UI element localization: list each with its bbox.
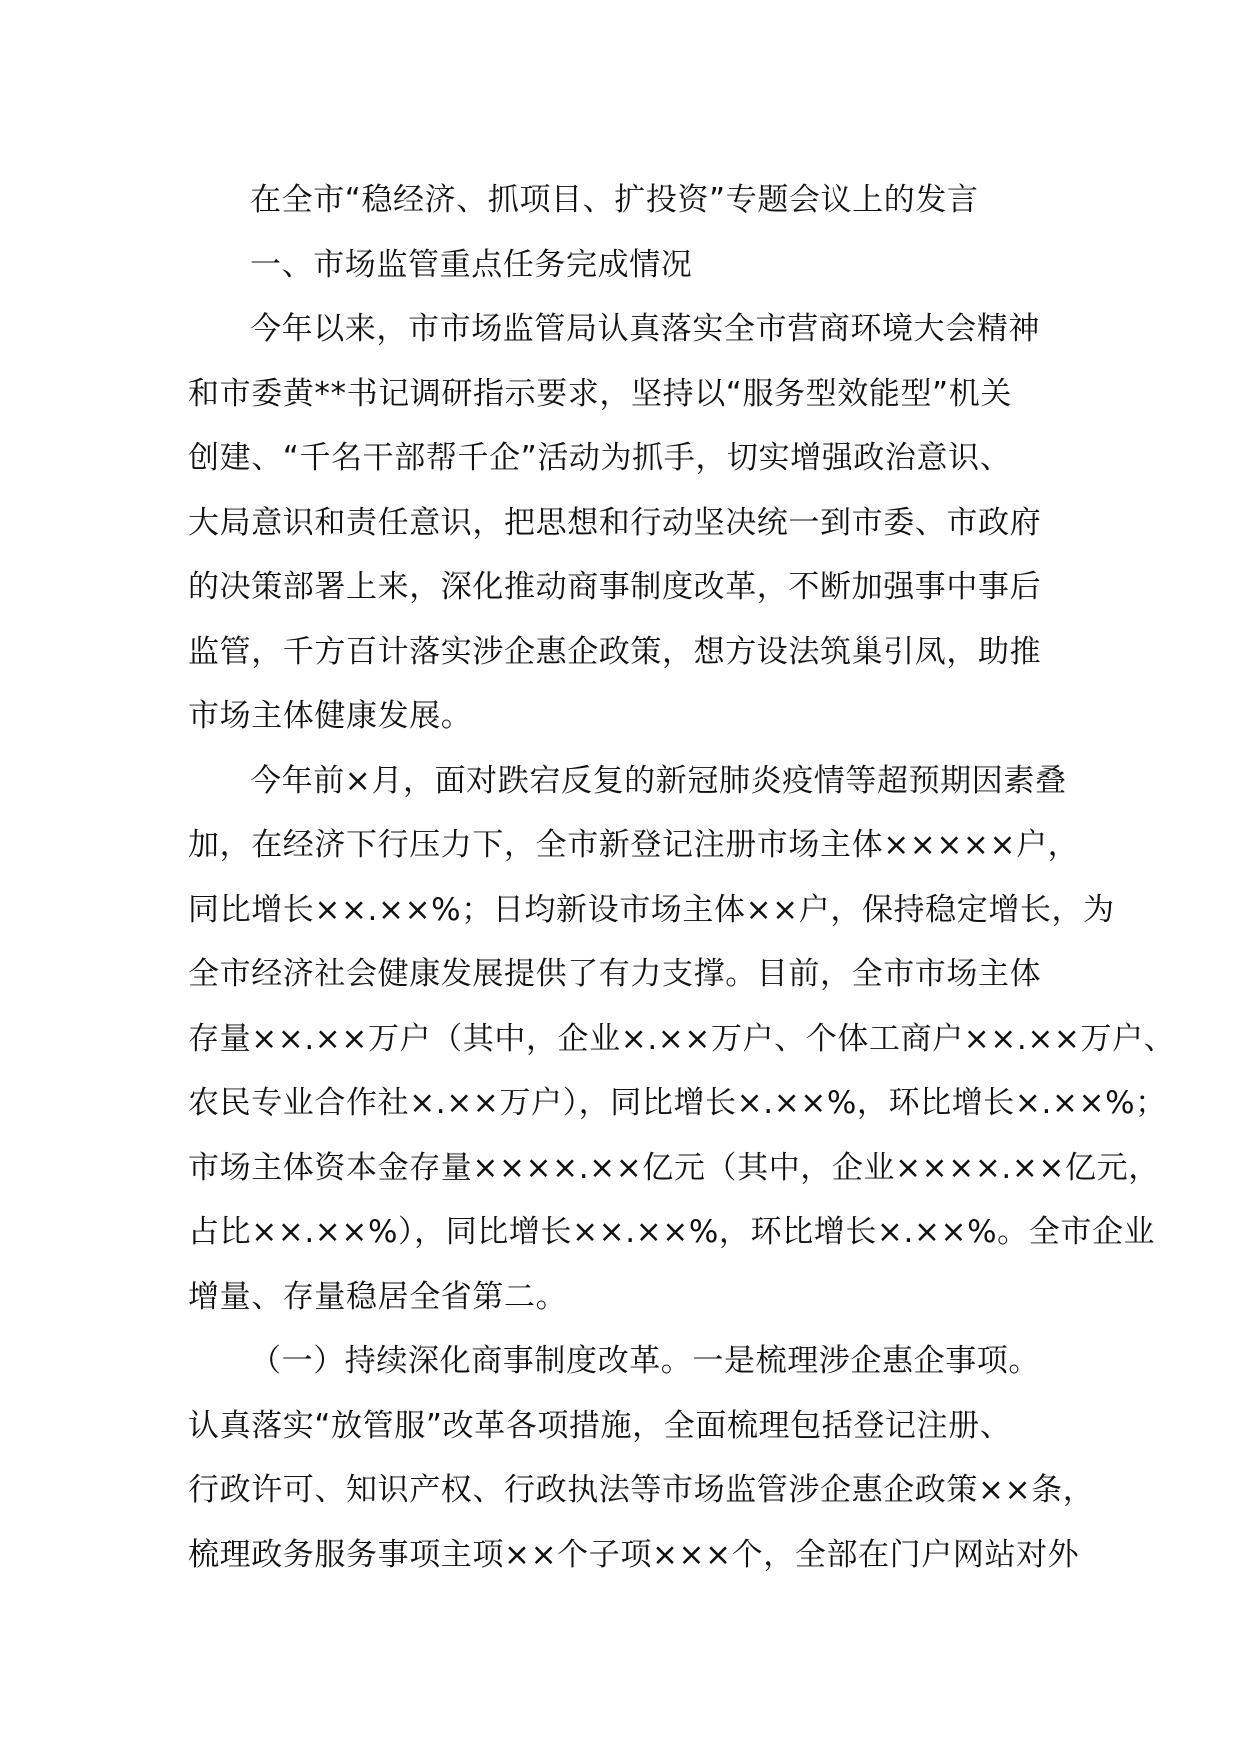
paragraph-line: 农民专业合作社×.××万户），同比增长×.××%，环比增长×.××%；	[188, 1085, 1167, 1121]
paragraph-line: 今年前×月，面对跌宕反复的新冠肺炎疫情等超预期因素叠	[250, 762, 1067, 799]
document-title: 在全市“稳经济、抓项目、扩投资”专题会议上的发言	[250, 182, 979, 218]
document-body	[188, 168, 1176, 1587]
paragraph-line: 市场主体健康发展。	[188, 698, 473, 734]
paragraph-line: 全市经济社会健康发展提供了有力支撑。目前，全市市场主体	[188, 956, 1042, 992]
paragraph-line: 市场主体资本金存量××××.××亿元（其中，企业××××.××亿元，	[188, 1149, 1160, 1186]
section-heading: 一、市场监管重点任务完成情况	[250, 246, 693, 283]
paragraph-line: 的决策部署上来，深化推动商事制度改革，不断加强事中事后	[188, 569, 1042, 605]
paragraph-3	[188, 1329, 1095, 1587]
paragraph-line: 增量、存量稳居全省第二。	[188, 1278, 568, 1315]
paragraph-line: 今年以来，市市场监管局认真落实全市营商环境大会精神	[250, 311, 1040, 347]
paragraph-line: （一）持续深化商事制度改革。一是梳理涉企惠企事项。	[250, 1343, 1040, 1379]
paragraph-1	[188, 297, 1068, 749]
paragraph-line: 创建、“千名干部帮千企”活动为抓手，切实增强政治意识、	[188, 440, 1012, 476]
paragraph-line: 占比××.××%），同比增长××.××%，环比增长×.××%。全市企业	[188, 1214, 1156, 1250]
paragraph-2	[188, 749, 1176, 1330]
paragraph-line: 行政许可、知识产权、行政执法等市场监管涉企惠企政策××条，	[188, 1472, 1095, 1508]
paragraph-line: 监管，千方百计落实涉企惠企政策，想方设法筑巢引凤，助推	[188, 633, 1042, 670]
paragraph-line: 梳理政务服务事项主项××个子项×××个，全部在门户网站对外	[188, 1536, 1080, 1573]
paragraph-line: 加，在经济下行压力下，全市新登记注册市场主体×××××户，	[188, 827, 1080, 863]
paragraph-line: 存量××.××万户（其中，企业×.××万户、个体工商户××.××万户、	[188, 1020, 1176, 1057]
paragraph-line: 和市委黄**书记调研指示要求，坚持以“服务型效能型”机关	[188, 375, 1012, 412]
paragraph-line: 同比增长××.××%；日均新设市场主体××户，保持稳定增长，为	[188, 891, 1115, 928]
paragraph-line: 认真落实“放管服”改革各项措施，全面梳理包括登记注册、	[188, 1407, 1012, 1444]
paragraph-line: 大局意识和责任意识，把思想和行动坚决统一到市委、市政府	[188, 504, 1042, 541]
